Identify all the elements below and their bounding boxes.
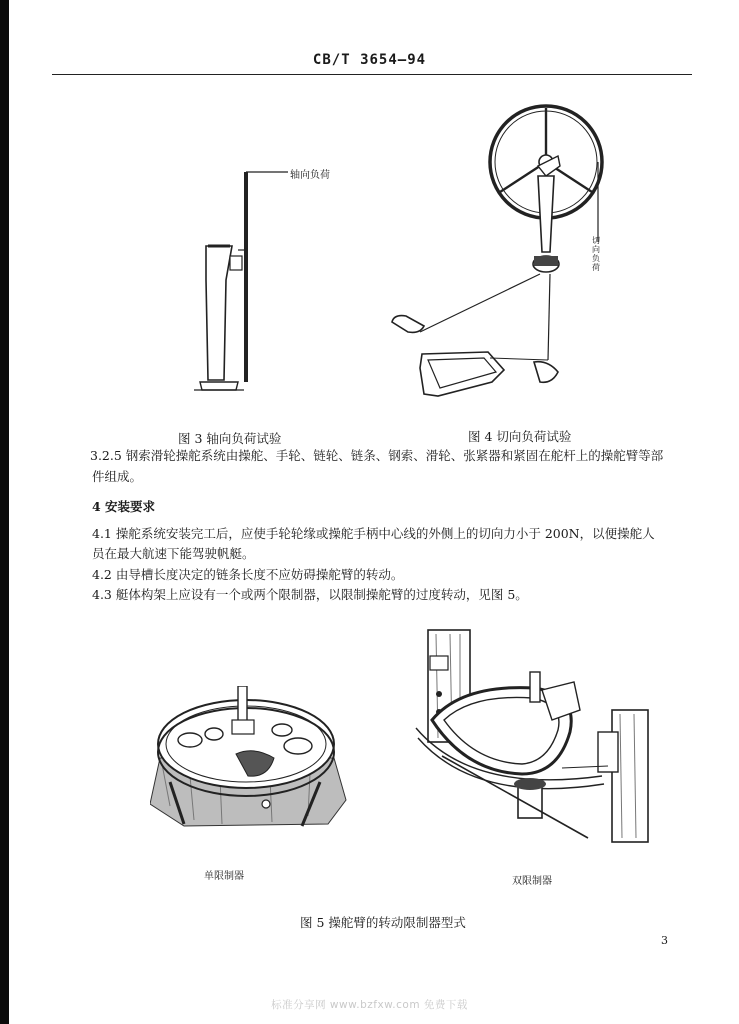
standard-code: CB/T 3654—94 — [312, 52, 427, 68]
figure-3-drawing — [180, 150, 340, 400]
footer-watermark: 标准分享网 www.bzfxw.com 免费下载 — [271, 999, 468, 1011]
axial-load-label: 轴向负荷 — [290, 170, 330, 181]
double-limiter-label: 双限制器 — [512, 876, 552, 887]
section-4-heading: 4 安装要求 — [92, 499, 156, 514]
figure-3-caption: 图 3 轴向负荷试验 — [178, 431, 282, 446]
paragraph-4-2: 4.2 由导槽长度决定的链条长度不应妨碍操舵臂的转动。 — [92, 567, 404, 582]
scan-edge — [0, 0, 9, 1024]
paragraph-3-2-5-line-2: 件组成。 — [92, 469, 143, 484]
tangential-load-label: 切向负荷 — [592, 236, 600, 272]
figure-5-double-limiter-drawing — [402, 624, 667, 849]
figure-5-caption: 图 5 操舵臂的转动限制器型式 — [300, 915, 466, 930]
paragraph-4-1-line-2: 员在最大航速下能驾驶帆艇。 — [92, 546, 255, 561]
paragraph-4-1-line-1: 4.1 操舵系统安装完工后，应使手轮轮缘或操舵手柄中心线的外侧上的切向力小于 200N，以便操舵人 — [92, 526, 655, 541]
paragraph-4-3: 4.3 艇体构架上应设有一个或两个限制器，以限制操舵臂的过度转动，见图 5。 — [92, 587, 528, 602]
paragraph-3-2-5-line-1: 3.2.5 钢索滑轮操舵系统由操舵、手轮、链轮、链条、钢索、滑轮、张紧器和紧固在舵杆上的操舵臂等部 — [90, 448, 664, 463]
figure-4-caption: 图 4 切向负荷试验 — [468, 429, 572, 444]
figure-5-single-limiter-drawing — [150, 686, 350, 831]
figure-4-drawing — [380, 92, 610, 412]
single-limiter-label: 单限制器 — [204, 871, 244, 882]
page-number: 3 — [661, 934, 668, 947]
header-rule — [52, 74, 692, 75]
